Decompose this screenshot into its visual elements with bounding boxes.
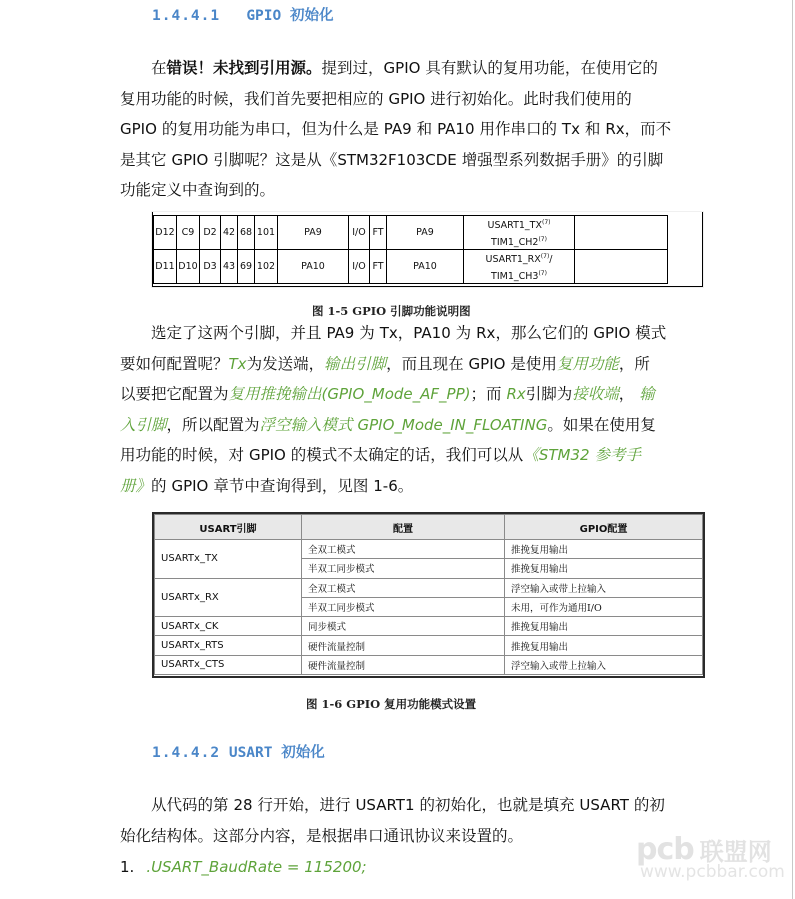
table-cell-empty [575, 250, 668, 284]
table-cell: 101 [255, 216, 278, 250]
para1-line1: 在错误！未找到引用源。提到过，GPIO 具有默认的复用功能，在使用它的 [151, 58, 658, 77]
table-row [155, 636, 703, 655]
pin-function-table-figure [152, 212, 703, 287]
table-header: GPIO配置 [505, 515, 703, 540]
watermark-pcb-logo: pcb [636, 832, 694, 867]
paragraph-gpio-intro [120, 53, 675, 206]
section-number: 1.4.4.1 [152, 8, 221, 24]
code-list-item [120, 858, 367, 876]
para2-line1: 选定了这两个引脚，并且 PA9 为 Tx，PA10 为 Rx，那么它们的 GPIO 模式 [151, 324, 667, 342]
table-row [154, 216, 668, 250]
table-cell: C9 [177, 216, 200, 250]
table-cell: I/O [349, 250, 370, 284]
table-cell-pin: USARTx_CK [155, 617, 302, 636]
table-row [155, 655, 703, 674]
table-cell: FT [370, 250, 387, 284]
cross-reference-error[interactable]: 错误！未找到引用源。 [166, 58, 322, 77]
table-cell: 全双工模式 [302, 540, 505, 559]
para2-line5: 用功能的时候，对 GPIO 的模式不太确定的话，我们可以从《STM32 参考手 [120, 446, 641, 465]
section-number: 1.4.4.2 [152, 745, 221, 761]
table-cell: D2 [200, 216, 221, 250]
figure-caption-1-6: 图 1-6 GPIO 复用功能模式设置 [306, 697, 477, 711]
table-cell: 半双工同步模式 [302, 559, 505, 578]
section-title: USART 初始化 [228, 745, 325, 761]
table-cell: 硬件流量控制 [302, 655, 505, 674]
table-cell: 半双工同步模式 [302, 597, 505, 616]
table-cell: 未用，可作为通用I/O [505, 597, 703, 616]
table-row [155, 617, 703, 636]
table-cell-pin: USARTx_TX [155, 540, 302, 579]
table-cell: 推挽复用输出 [505, 540, 703, 559]
gpio-config-table [154, 514, 703, 675]
table-cell: PA10 [387, 250, 464, 284]
table-cell: 102 [255, 250, 278, 284]
table-cell: 推挽复用输出 [505, 559, 703, 578]
page-edge-line [792, 0, 793, 899]
table-cell: D12 [154, 216, 177, 250]
section-heading-gpio-init [152, 4, 333, 25]
paragraph-usart-intro [120, 790, 675, 851]
section-heading-usart-init [152, 741, 325, 762]
para2-line2: 要如何配置呢？Tx为发送端，输出引脚，而且现在 GPIO 是使用复用功能，所 [120, 354, 650, 373]
table-cell: 浮空输入或带上拉输入 [505, 578, 703, 597]
table-cell-pin: USARTx_CTS [155, 655, 302, 674]
table-cell: 43 [221, 250, 238, 284]
list-number: 1. [120, 858, 135, 876]
figure-caption-1-5: 图 1-5 GPIO 引脚功能说明图 [312, 304, 471, 318]
table-cell: 硬件流量控制 [302, 636, 505, 655]
para2-line3: 以要把它配置为复用推挽输出(GPIO_Mode_AF_PP)；而 Rx引脚为接收端， 输 [120, 385, 655, 404]
table-header-row [155, 515, 703, 540]
para1-line5: 功能定义中查询到的。 [120, 181, 276, 200]
section-title: GPIO 初始化 [246, 8, 334, 24]
table-cell: 同步模式 [302, 617, 505, 636]
watermark-url: www.pcbbar.com [640, 862, 785, 882]
table-cell-alt-functions: USART1_RX$^{(7)}$/ TIM1_CH3$^{(7)}$ [464, 250, 575, 284]
table-header: 配置 [302, 515, 505, 540]
para2-line6: 册》的 GPIO 章节中查询得到，见图 1-6。 [120, 476, 414, 495]
para2-line4: 入引脚，所以配置为浮空输入模式 GPIO_Mode_IN_FLOATING。如果在使用复 [120, 415, 656, 434]
para1-line4: 是其它 GPIO 引脚呢？这是从《STM32F103CDE 增强型系列数据手册》的引脚 [120, 150, 664, 169]
table-cell-pin: USARTx_RX [155, 578, 302, 617]
table-cell: 推挽复用输出 [505, 617, 703, 636]
table-cell: D3 [200, 250, 221, 284]
table-cell: PA10 [278, 250, 349, 284]
table-cell-empty [575, 216, 668, 250]
table-cell: D11 [154, 250, 177, 284]
para1-line2: 复用功能的时候，我们首先要把相应的 GPIO 进行初始化。此时我们使用的 [120, 89, 632, 108]
table-cell: 全双工模式 [302, 578, 505, 597]
table-cell: FT [370, 216, 387, 250]
table-cell: 42 [221, 216, 238, 250]
table-cell: 推挽复用输出 [505, 636, 703, 655]
paragraph-gpio-mode [120, 318, 675, 502]
pin-function-table [153, 215, 668, 284]
table-cell: 68 [238, 216, 255, 250]
gpio-config-table-figure [152, 512, 705, 678]
para3-line1: 从代码的第 28 行开始，进行 USART1 的初始化，也就是填充 USART 的初 [151, 796, 665, 814]
table-row [155, 578, 703, 597]
table-header: USART引脚 [155, 515, 302, 540]
table-cell: 浮空输入或带上拉输入 [505, 655, 703, 674]
watermark-text: 联盟网 [699, 838, 772, 866]
table-cell: PA9 [278, 216, 349, 250]
table-cell: 69 [238, 250, 255, 284]
table-cell: PA9 [387, 216, 464, 250]
table-row [154, 250, 668, 284]
table-row [155, 540, 703, 559]
table-cell: I/O [349, 216, 370, 250]
para3-line2: 始化结构体。这部分内容，是根据串口通讯协议来设置的。 [120, 826, 524, 845]
table-cell-pin: USARTx_RTS [155, 636, 302, 655]
para1-line3: GPIO 的复用功能为串口，但为什么是 PA9 和 PA10 用作串口的 Tx 和 Rx，而不 [120, 120, 672, 139]
code-baudrate: .USART_BaudRate = 115200; [146, 858, 367, 876]
table-cell: D10 [177, 250, 200, 284]
table-cell-alt-functions: USART1_TX$^{(7)}$ TIM1_CH2$^{(7)}$ [464, 216, 575, 250]
